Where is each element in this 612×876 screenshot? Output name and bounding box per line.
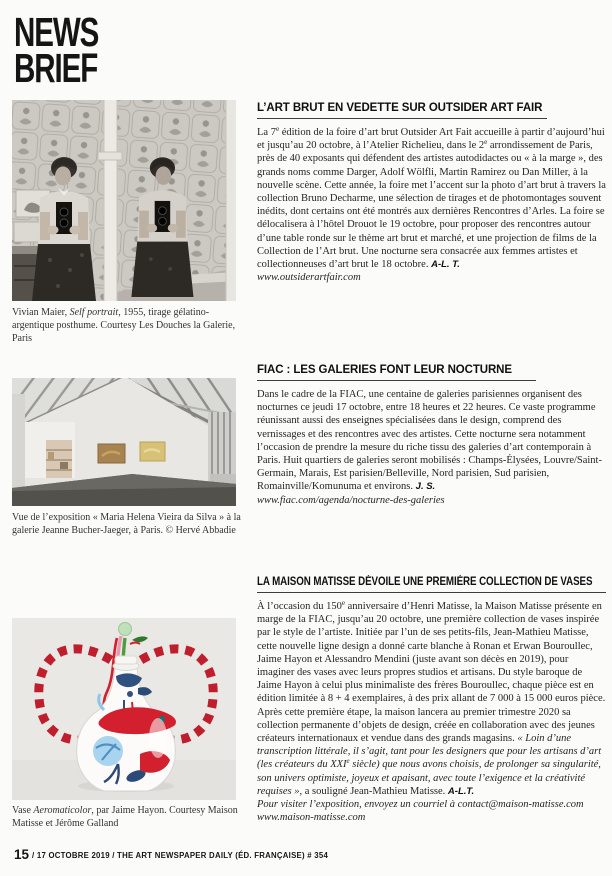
byline: A-L.T. [447,785,475,797]
article-url[interactable]: www.outsiderartfair.com [257,272,361,284]
article-body: La 7e édition de la foire d’art brut Outsider Art Fait accueille à partir d’aujourd’hui et jusqu’au 20 octobre, à l’Atelier Richelieu, dans le 2e arrondissement de Paris, près de 40 exposants qui défendent des artistes autodidactes ou « à la marge », des grands noms comme Darger, Adolf Wölfli, Martin Ramirez ou Dan Miller, à la nouvelle scène. Cette année, la foire met l’accent sur la photo d’art brut à travers la collection Bruno Decharme, une sélection de tirages et de photomontages souvent inédits, dont certains ont été montrés aux dernières Rencontres d’Arles. La foire se délocalisera à l’hôtel Drouot le 19 octobre, pour proposer des rencontres autour d’une table ronde sur le thème art brut et marché, et une projection de films de la Collection de l’Art brut. Une nocturne sera consacrée aux femmes artistes et collectionneuses d’art brut le 18 octobre. A-L. T. www.outsiderartfair.com [257,125,606,284]
title-rule [257,592,606,593]
title-rule [257,380,536,381]
caption-text: Vivian Maier, [12,307,70,318]
article-maison-matisse [257,576,606,824]
vivian-maier-photo-illustration [12,100,236,301]
article-url[interactable]: www.maison-matisse.com [257,812,366,824]
photo-gallery-exhibition-view [12,378,236,506]
article-body: Dans le cadre de la FIAC, une centaine de galeries parisiennes organisent des nocturnes ce jeudi 17 octobre, entre 18 heures et 22 heures. Ce vaste programme réunissant aussi des enseignes spécialisées dans le design, comprend des vernissages et des rencontres avec des artistes. Cette nocturne sera notamment l’occasion de prendre la mesure du riche tissu des galeries d’art contemporain à Paris. Huit quartiers de galeries seront mobilisés : Champs-Élysées, Louvre/Saint-Germain, Marais, Est parisien/Belleville, Nord parisien, Sud parisien, Romainville/Komunuma et environs. J. S. www.fiac.com/agenda/nocturne-des-galeries [257,389,602,506]
photo-vivian-maier-self-portrait [12,100,236,301]
caption-italic-title: Self portrait [69,307,119,318]
page-title-line2: BRIEF [14,45,98,92]
caption-gallery-view [12,511,246,537]
page-title-line1: NEWS [14,9,99,55]
page-title [14,9,99,92]
page-number: 15 [14,847,30,862]
caption-text: , 1955, tirage gélatino-argentique posthume. Courtesy Les Douches la Galerie, Paris [12,307,236,344]
caption-vivian-maier [12,306,246,345]
article-title: L’ART BRUT EN VEDETTE SUR OUTSIDER ART FAIR [257,102,543,114]
article-fiac-nocturne [257,364,606,507]
title-rule [257,118,547,119]
article-outsider-art-fair [257,102,606,284]
page-footer [14,845,328,863]
caption-text: Vase [12,805,34,816]
article-title: FIAC : LES GALERIES FONT LEUR NOCTURNE [257,364,512,376]
byline: J. S. [415,481,436,493]
article-title: LA MAISON MATISSE DÉVOILE UNE PREMIÈRE COLLECTION DE VASES [257,576,593,588]
caption-vase [12,804,246,830]
vase-photo-illustration [12,618,236,800]
contact-email-line[interactable]: Pour visiter l’exposition, envoyez un courriel à contact@maison-matisse.com [257,799,584,811]
caption-text: , par Jaime Hayon. Courtesy Maison Matisse et Jérôme Galland [12,805,238,829]
article-url[interactable]: www.fiac.com/agenda/nocturne-des-galeries [257,494,445,506]
footer-info: / 17 OCTOBRE 2019 / THE ART NEWSPAPER DAILY (ÉD. FRANÇAISE) # 354 [32,851,329,860]
caption-text: Vue de l’exposition « Maria Helena Vieira da Silva » à la galerie Jeanne Bucher-Jaeger, à Paris. © Hervé Abbadie [12,512,241,536]
article-body: À l’occasion du 150e anniversaire d’Henri Matisse, la Maison Matisse présente en marge de la FIAC, jusqu’au 20 octobre, une première collection de vases inspirée par le style de l’artiste. Initiée par l’un de ses petits-fils, Jean-Mathieu Matisse, cette nouvelle ligne design a donné carte blanche à Ronan et Erwan Bouroullec, Jaime Hayon et Alessandro Mendini (juste avant son décès en 2019), pour imaginer des vases avec leurs propres studios et artisans. Du style baroque de Jaime Hayon à celui plus minimaliste des frères Bouroullec, chaque pièce est en édition limitée à 8 + 4 exemplaires, à des prix allant de 7 000 à 15 000 euros pièce. Après cette première étape, la maison lancera au premier trimestre 2020 sa collection permanente d’objets de design, créée en collaboration avec des jeunes créateurs internationaux et vendue dans des grands magasins. « Loin d’une transcription littérale, il s’agit, tant pour les designers que pour les artisans d’art (les créateurs du XXIe siècle) que nous avons choisis, de prolonger sa singularité, son univers optimiste, joyeux et apaisant, avec toute l’exigence et la créativité requises », a souligné Jean-Mathieu Matisse. A-L.T. Pour visiter l’exposition, envoyez un courriel à contact@maison-matisse.com www.maison-matisse.com [257,599,606,824]
caption-italic-title: Aeromaticolor [33,805,92,816]
gallery-photo-illustration [12,378,236,506]
photo-vase-aeromaticolor [12,618,236,800]
byline: A-L. T. [431,259,460,271]
